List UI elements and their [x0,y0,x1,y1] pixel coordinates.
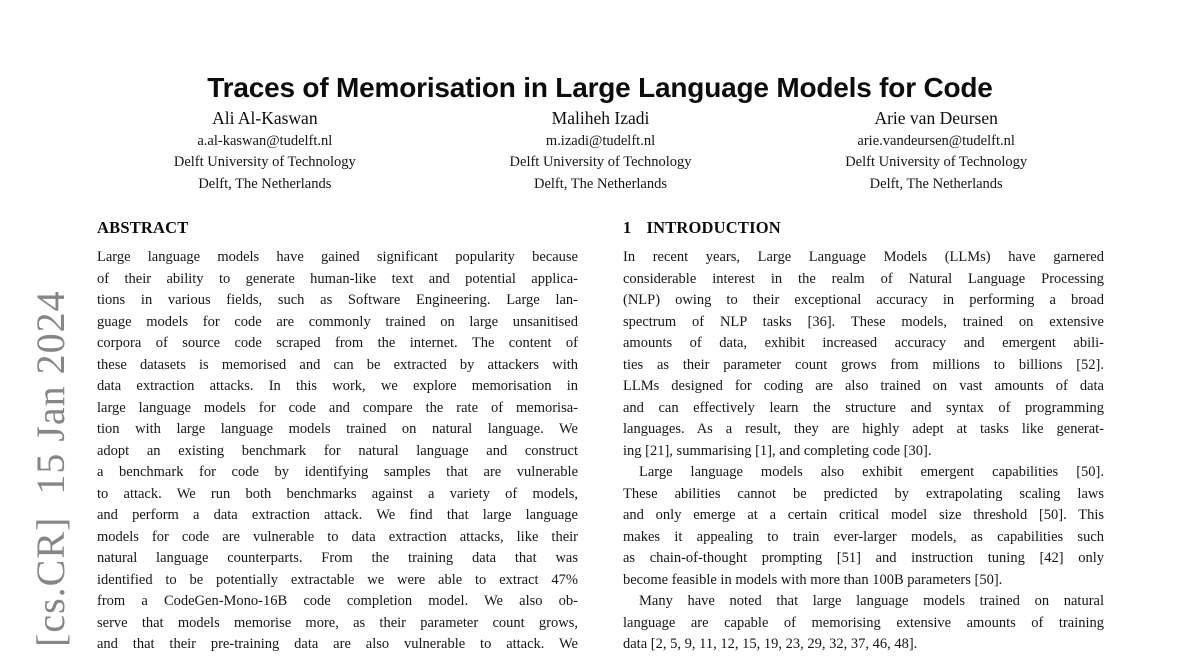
author-block [768,106,1104,195]
introduction-heading [623,218,1104,238]
arxiv-stamp: [cs.CR] 15 Jan 2024 [28,290,73,647]
text-line: adopt an existing benchmark for natural language and construct [97,442,578,459]
text-line: ties as their parameter count grows from millions to billions [52]. [623,356,1104,373]
author-email: m.izadi@tudelft.nl [545,133,656,149]
text-line: ing [21], summarising [1], and completing code [30]. [623,442,932,459]
text-line: considerable interest in the realm of Natural Language Processing [623,270,1104,287]
text-line: a benchmark for code by identifying samples that are vulnerable [97,464,578,480]
text-line: natural language counterparts. From the training data that was [97,550,578,566]
text-line: and perform a data extraction attack. We find that large language [97,507,578,523]
text-line: (NLP) owing to their exceptional accuracy in performing a broad [623,292,1104,308]
abstract-text [97,247,578,656]
section-number: 1 [623,218,632,237]
text-line: as chain-of-thought prompting [51] and instruction tuning [42] only [623,550,1104,566]
text-line: These abilities cannot be predicted by extrapolating scaling laws [623,485,1104,502]
text-line: models for code are vulnerable to data extraction attacks, like their [97,528,578,545]
author-affiliation: Delft University of Technology [173,154,356,171]
text-line: tions in various fields, such as Software Engineering. Large lan- [97,292,578,308]
author-affiliation: Delft University of Technology [845,154,1028,171]
text-line: tion with large language models trained on natural language. We [97,421,578,437]
author-name: Ali Al-Kaswan [212,108,318,128]
author-location: Delft, The Netherlands [534,175,668,192]
section-title: INTRODUCTION [646,218,781,237]
author-location: Delft, The Netherlands [198,175,332,192]
text-line: from a CodeGen-Mono-16B code completion model. We also ob- [97,593,578,609]
introduction-column [623,218,1104,656]
text-line: large language models for code and compare the rate of memorisa- [97,399,578,416]
text-line: spectrum of NLP tasks [36]. These models, trained on extensive [623,313,1104,330]
text-line: Large language models also exhibit emergent capabilities [50]. [639,464,1104,480]
text-line: language are capable of memorising extensive amounts of training [623,614,1104,631]
text-line: identified to be potentially extractable we were able to extract 47% [97,571,578,588]
text-line: languages. As a result, they are highly adept at tasks like generat- [623,421,1104,437]
text-line: data extraction attacks. In this work, we explore memorisation in [97,378,578,394]
text-line: Many have noted that large language models trained on natural [639,593,1104,609]
author-location: Delft, The Netherlands [869,175,1003,192]
author-name: Arie van Deursen [874,108,998,128]
text-line: to attack. We run both benchmarks against a variety of models, [97,485,578,502]
text-line: LLMs designed for coding are also trained on vast amounts of data [623,378,1104,394]
text-line: makes it appealing to train ever-larger models, as capabilities such [623,528,1104,545]
text-line: and can effectively learn the structure and syntax of programming [623,399,1104,416]
abstract-column [97,218,578,656]
author-block [97,106,433,195]
text-line: data [2, 5, 9, 11, 12, 15, 19, 23, 29, 32, 37, 46, 48]. [623,636,918,652]
text-line: amounts of data, exhibit increased accuracy and emergent abili- [623,335,1104,351]
text-line: serve that models memorise more, as their parameter count grows, [97,614,578,631]
introduction-text [623,247,1104,656]
text-line: become feasible in models with more than 100B parameters [50]. [623,571,1003,588]
text-line: corpora of source code scraped from the internet. The content of [97,335,578,351]
paper-title: Traces of Memorisation in Large Language Models for Code [207,71,993,103]
text-line: Large language models have gained significant popularity because [97,249,578,265]
text-line: In recent years, Large Language Models (LLMs) have garnered [623,249,1104,265]
body-columns [97,218,1104,656]
author-email: arie.vandeursen@tudelft.nl [857,133,1015,149]
author-block [433,106,769,195]
author-affiliation: Delft University of Technology [509,154,692,171]
authors-row [97,106,1104,195]
author-email: a.al-kaswan@tudelft.nl [197,133,333,149]
text-line: guage models for code are commonly trained on large unsanitised [97,313,578,330]
text-line: of their ability to generate human-like text and potential applica- [97,270,578,287]
abstract-heading: ABSTRACT [97,218,189,237]
text-line: and that their pre-training data are also vulnerable to attack. We [97,636,578,652]
text-line: these datasets is memorised and can be extracted by attackers with [97,356,578,373]
text-line: and only emerge at a certain critical model size threshold [50]. This [623,507,1104,523]
author-name: Maliheh Izadi [551,108,650,128]
